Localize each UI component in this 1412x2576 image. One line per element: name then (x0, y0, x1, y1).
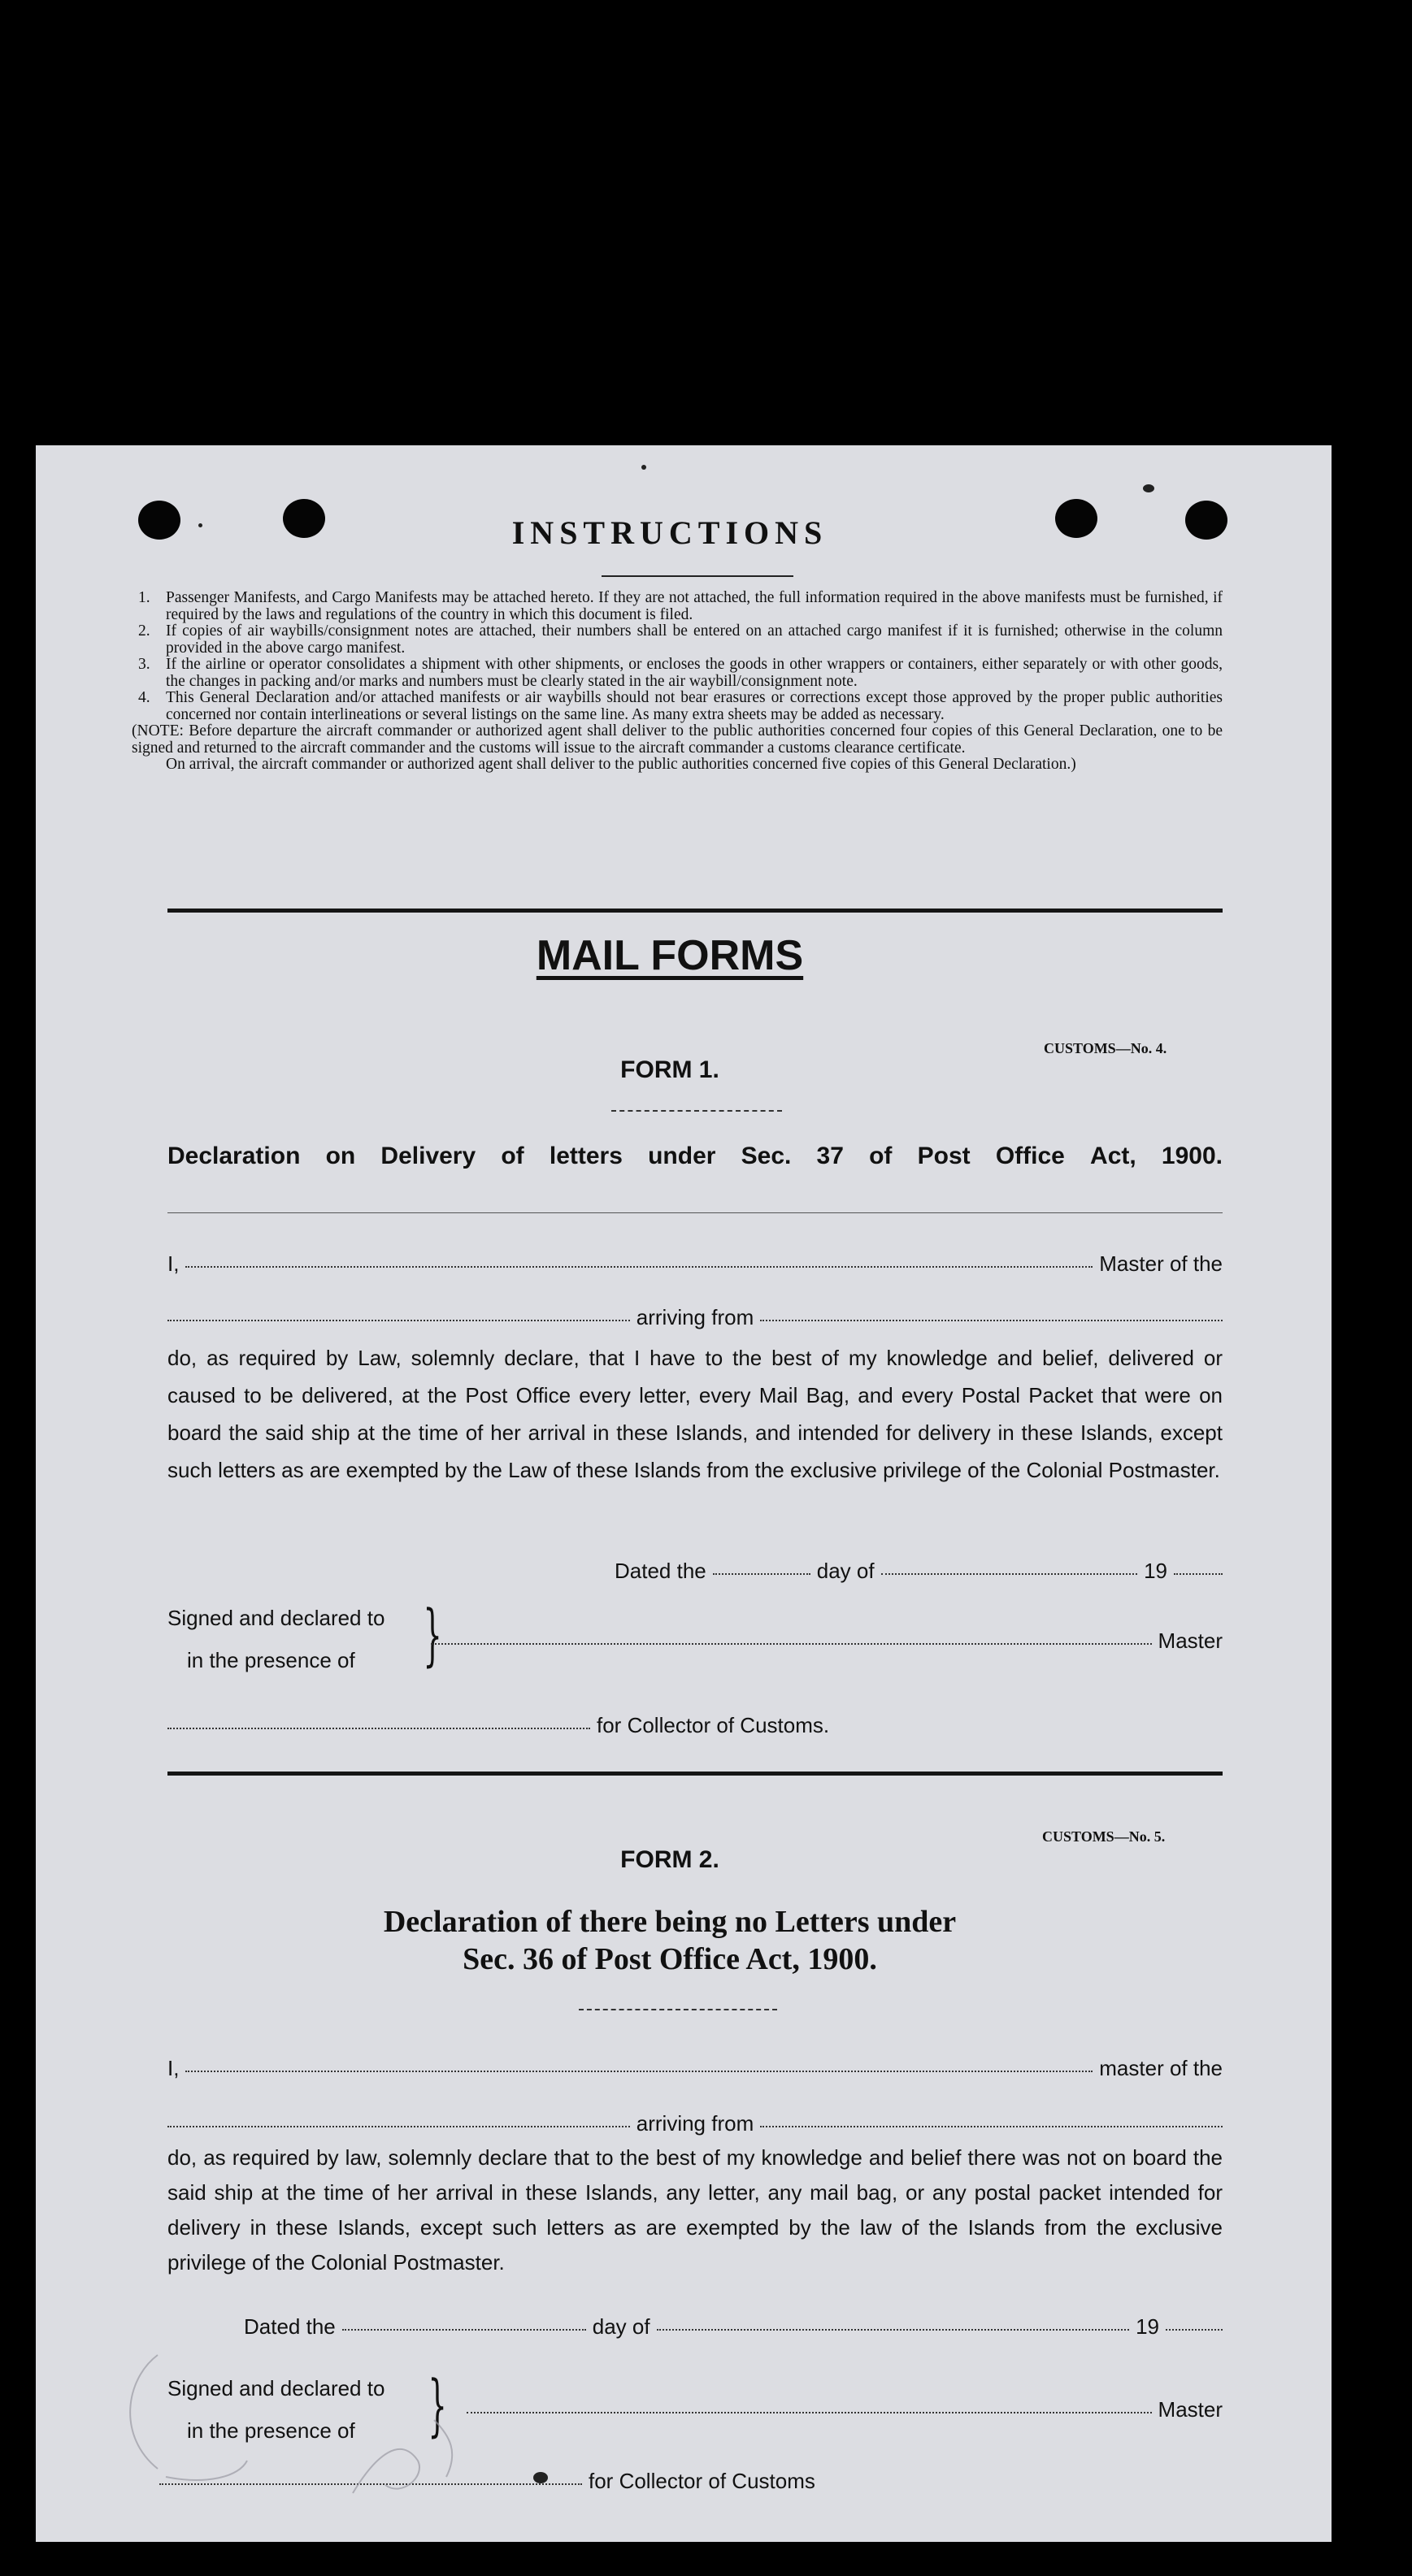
instruction-item: 3. If the airline or operator consolidates a shipment with other shipments, or encloses the goods in other wrappers or containers, either separately or with other goods, the changes in packing and/or marks and numbers must be clearly stated in the air waybill/consignment note. (138, 656, 1223, 690)
instruction-note-continued: On arrival, the aircraft commander or authorized agent shall deliver to the public authorities concerned five copies of this General Declaration.) (166, 756, 1076, 773)
form2-arriving-line: arriving from (167, 2111, 1223, 2136)
form2-collector-line: for Collector of Customs (159, 2469, 867, 2494)
form2-signed-line2: in the presence of (187, 2418, 355, 2443)
form2-name-line: I, master of the (167, 2056, 1223, 2080)
form2-master-line: Master (467, 2397, 1223, 2422)
master-signature-field[interactable] (467, 2412, 1152, 2413)
form1-master-line: Master (431, 1628, 1223, 1654)
mail-forms-title: MAIL FORMS (536, 932, 804, 979)
form2-title: FORM 2. (620, 1846, 719, 1873)
name-fill-field[interactable] (185, 2071, 1093, 2072)
form1-declaration-heading: Declaration on Delivery of letters under Sec. 37 of Post Office Act, 1900. (167, 1143, 1223, 1169)
form1-arriving-line: arriving from (167, 1305, 1223, 1330)
collector-signature-field[interactable] (167, 1728, 590, 1729)
port-fill-field[interactable] (760, 1320, 1223, 1321)
speck-mark (1143, 484, 1154, 492)
form1-customs-number: CUSTOMS—No. 4. (1044, 1040, 1167, 1056)
document-page (36, 445, 1332, 2542)
year-fill-field[interactable] (1166, 2329, 1223, 2331)
form1-title-rule (611, 1110, 782, 1112)
brace-icon: } (428, 2367, 447, 2444)
form1-title: FORM 1. (620, 1056, 719, 1083)
form2-title-rule (579, 2009, 777, 2011)
day-fill-field[interactable] (713, 1573, 810, 1575)
instruction-note: (NOTE: Before departure the aircraft commander or authorized agent shall deliver to the public authorities concerned four copies of this General Declaration, one to be signed and returned to the aircraft commander and the customs will issue to the aircraft commander a customs clearance certificate. (132, 722, 1223, 757)
ship-fill-field[interactable] (167, 2126, 630, 2127)
instruction-item: 4. This General Declaration and/or attached manifests or air waybills should not bear erasures or corrections except those approved by the proper public authorities concerned nor contain interlineations or several listings on the same line. As many extra sheets may be added as necessary. (138, 689, 1223, 723)
form1-name-line: I, Master of the (167, 1251, 1223, 1276)
form1-collector-line: for Collector of Customs. (167, 1713, 883, 1738)
signature-scribble (109, 2322, 564, 2509)
name-fill-field[interactable] (185, 1266, 1093, 1268)
instructions-title: INSTRUCTIONS (511, 514, 828, 551)
form1-declaration-text: do, as required by Law, solemnly declare, that I have to the best of my knowledge and belief, delivered or caused to be delivered, at the Post Office every letter, every Mail Bag, and every Postal Packet that were on board the said ship at the time of her arrival in these Islands, and intended for delivery in these Islands, except such letters as are exempted by the Law of these Islands from the exclusive privilege of the Colonial Postmaster. (167, 1346, 1223, 1482)
form1-signed-line1: Signed and declared to (167, 1606, 385, 1630)
form2-declaration-heading: Declaration of there being no Letters under Sec. 36 of Post Office Act, 1900. (383, 1905, 957, 1976)
month-fill-field[interactable] (657, 2329, 1130, 2331)
master-signature-field[interactable] (431, 1643, 1152, 1645)
ship-fill-field[interactable] (167, 1320, 630, 1321)
form1-dated-line: Dated the day of 19 (615, 1559, 1223, 1584)
title-underline (602, 575, 793, 577)
instruction-item: 1. Passenger Manifests, and Cargo Manifests may be attached hereto. If they are not attached, the full information required in the above manifests must be furnished, if required by the laws and regulations of the country in which this document is filed. (138, 589, 1223, 623)
form1-signed-line2: in the presence of (187, 1648, 355, 1672)
year-fill-field[interactable] (1174, 1573, 1223, 1575)
form2-signed-line1: Signed and declared to (167, 2376, 385, 2400)
instructions-list (132, 589, 1223, 774)
section-divider (167, 1772, 1223, 1776)
instruction-item: 2. If copies of air waybills/consignment notes are attached, their numbers shall be entered on an attached cargo manifest if it is furnished; otherwise in the column provided in the above cargo manifest. (138, 622, 1223, 657)
form2-customs-number: CUSTOMS—No. 5. (1042, 1828, 1166, 1845)
brace-icon: } (423, 1597, 442, 1674)
section-divider (167, 909, 1223, 913)
month-fill-field[interactable] (881, 1573, 1138, 1575)
form1-heading-rule (167, 1212, 1223, 1213)
speck-mark (641, 465, 646, 470)
form2-dated-line: Dated the day of 19 (244, 2314, 1223, 2340)
form2-declaration-text: do, as required by law, solemnly declare that to the best of my knowledge and belief there was not on board the said ship at the time of her arrival in these Islands, any letter, any mail bag, or any postal packet intended for delivery in these Islands, except such letters as are exempted by the law of the Islands from the exclusive privilege of the Colonial Postmaster. (167, 2145, 1223, 2275)
port-fill-field[interactable] (760, 2126, 1223, 2127)
